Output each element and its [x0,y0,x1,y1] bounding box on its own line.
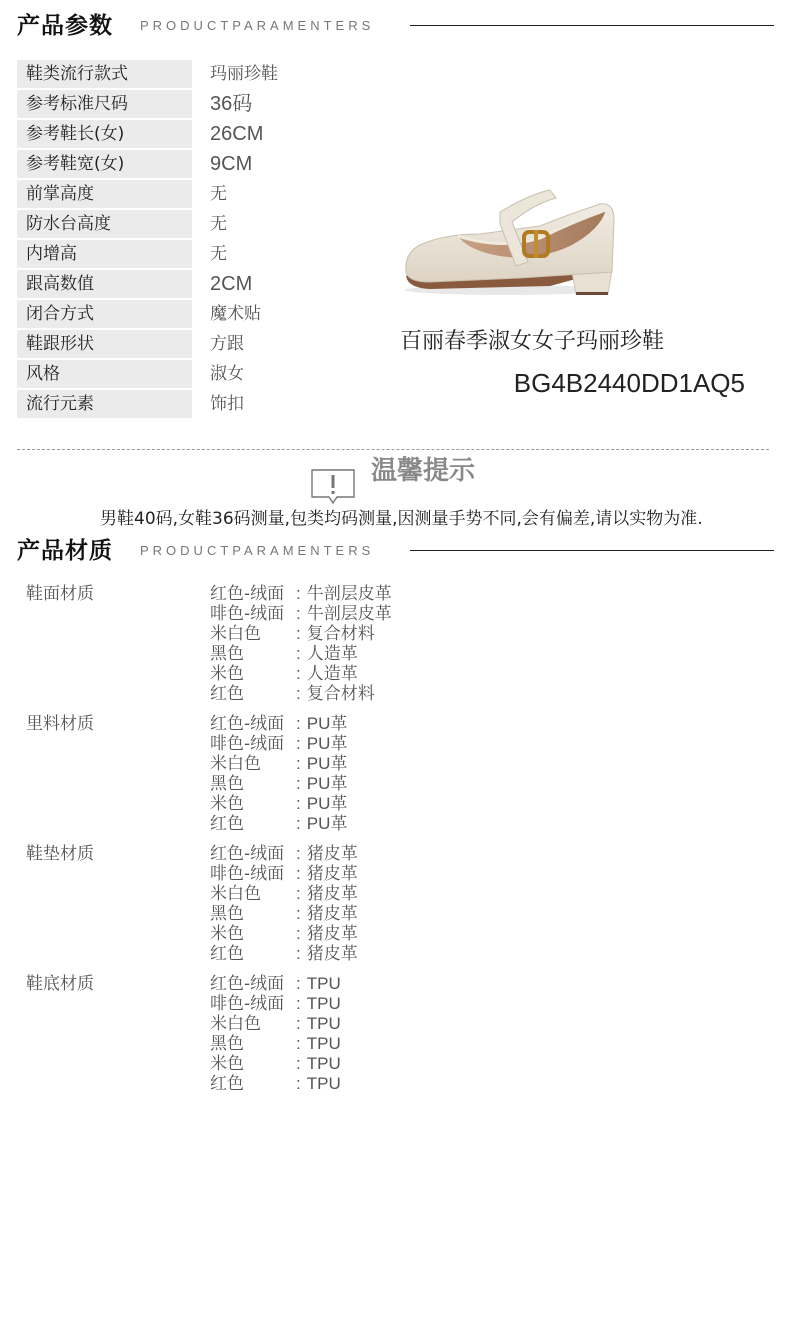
material-value-wrap [296,664,358,684]
material-value: TPU [306,1054,341,1073]
material-color: 米白色 [210,754,261,774]
material-value: PU革 [306,714,348,733]
material-value-wrap [296,814,347,834]
material-separator: : [296,944,301,963]
exclamation-bubble-icon [311,469,355,505]
param-value: 9CM [210,153,253,175]
material-separator: : [296,994,301,1013]
material-value: 猪皮革 [306,904,358,923]
material-separator: : [296,844,301,863]
material-color: 米色 [210,794,244,814]
material-value-wrap [296,734,347,754]
material-separator: : [296,604,301,623]
material-line [210,624,790,644]
material-line [210,664,790,684]
param-row [17,120,397,150]
material-color: 米白色 [210,624,261,644]
param-value: 玛丽珍鞋 [210,64,278,84]
param-label: 参考鞋长(女) [17,120,192,148]
material-color: 米白色 [210,1014,261,1034]
material-separator: : [296,584,301,603]
material-color: 红色 [210,944,244,964]
material-value-wrap [296,644,358,664]
material-group [17,974,717,1094]
material-value-wrap [296,624,375,644]
param-label: 鞋跟形状 [17,330,192,358]
material-label: 鞋面材质 [26,584,94,604]
section-subtitle: PRODUCTPARAMENTERS [140,543,375,558]
material-line [210,794,790,814]
material-color: 米白色 [210,884,261,904]
material-value-wrap [296,944,358,964]
section-header-params [17,9,774,43]
material-separator: : [296,734,301,753]
param-row [17,240,397,270]
section-subtitle: PRODUCTPARAMENTERS [140,18,375,33]
param-row [17,60,397,90]
material-value: TPU [306,974,341,993]
material-group [17,584,717,704]
material-value: TPU [306,994,341,1013]
param-value: 饰扣 [210,394,244,414]
material-value-wrap [296,774,347,794]
material-separator: : [296,864,301,883]
material-color: 黑色 [210,1034,244,1054]
param-label: 参考鞋宽(女) [17,150,192,178]
material-value: 猪皮革 [306,884,358,903]
param-label: 前掌高度 [17,180,192,208]
material-value-wrap [296,974,341,994]
material-value-wrap [296,994,341,1014]
material-line [210,774,790,794]
material-value-wrap [296,844,358,864]
material-value-wrap [296,904,358,924]
param-value: 无 [210,244,227,264]
material-value: 人造革 [306,644,358,663]
material-line [210,814,790,834]
material-line [210,1014,790,1034]
param-value: 36码 [210,93,253,115]
param-label: 内增高 [17,240,192,268]
material-color: 红色-绒面 [210,584,285,604]
material-label: 鞋垫材质 [26,844,94,864]
material-value: 牛剖层皮革 [306,584,392,603]
material-label: 里料材质 [26,714,94,734]
material-line [210,904,790,924]
material-value: TPU [306,1014,341,1033]
material-line [210,684,790,704]
section-title: 产品材质 [17,538,113,564]
param-row [17,90,397,120]
material-separator: : [296,974,301,993]
param-value: 方跟 [210,334,244,354]
param-value: 2CM [210,273,253,295]
param-row [17,180,397,210]
material-line [210,714,790,734]
material-value: 猪皮革 [306,944,358,963]
material-value: TPU [306,1074,341,1093]
material-separator: : [296,814,301,833]
material-value: PU革 [306,754,348,773]
material-value: PU革 [306,774,348,793]
material-line [210,754,790,774]
material-value-wrap [296,754,347,774]
material-separator: : [296,684,301,703]
material-line [210,584,790,604]
material-separator: : [296,664,301,683]
param-value: 魔术贴 [210,304,261,324]
tip-title: 温馨提示 [371,456,476,486]
material-value-wrap [296,1034,341,1054]
material-line [210,884,790,904]
material-value: PU革 [306,734,348,753]
material-separator: : [296,884,301,903]
param-value: 淑女 [210,364,244,384]
material-value: TPU [306,1034,341,1053]
material-separator: : [296,644,301,663]
param-label: 防水台高度 [17,210,192,238]
material-label: 鞋底材质 [26,974,94,994]
material-separator: : [296,754,301,773]
param-row [17,300,397,330]
param-value: 无 [210,214,227,234]
material-line [210,644,790,664]
material-value-wrap [296,684,375,704]
material-value: 牛剖层皮革 [306,604,392,623]
material-color: 黑色 [210,644,244,664]
section-divider [410,550,774,551]
param-label: 闭合方式 [17,300,192,328]
tip-text: 男鞋40码,女鞋36码测量,包类均码测量,因测量手势不同,会有偏差,请以实物为准. [100,509,703,529]
param-label: 参考标准尺码 [17,90,192,118]
section-title: 产品参数 [17,13,113,39]
material-color: 红色 [210,684,244,704]
material-value: 猪皮革 [306,864,358,883]
material-value: 猪皮革 [306,844,358,863]
material-value-wrap [296,884,358,904]
material-separator: : [296,794,301,813]
material-value: PU革 [306,814,348,833]
param-row [17,270,397,300]
material-line [210,1054,790,1074]
material-color: 黑色 [210,774,244,794]
param-label: 跟高数值 [17,270,192,298]
material-value-wrap [296,794,347,814]
material-value-wrap [296,1014,341,1034]
material-value-wrap [296,1054,341,1074]
material-value-wrap [296,1074,341,1094]
material-separator: : [296,714,301,733]
material-separator: : [296,1054,301,1073]
material-separator: : [296,924,301,943]
material-value: PU革 [306,794,348,813]
material-value-wrap [296,604,392,624]
material-color: 红色 [210,814,244,834]
param-label: 鞋类流行款式 [17,60,192,88]
material-value: 猪皮革 [306,924,358,943]
param-row [17,210,397,240]
product-shoe-image [400,180,620,300]
material-line [210,864,790,884]
param-row [17,360,397,390]
material-value: 复合材料 [306,624,375,643]
material-separator: : [296,1074,301,1093]
material-color: 啡色-绒面 [210,734,285,754]
material-color: 米色 [210,664,244,684]
material-separator: : [296,774,301,793]
param-label: 风格 [17,360,192,388]
material-value-wrap [296,924,358,944]
param-row [17,330,397,360]
material-color: 黑色 [210,904,244,924]
section-divider [410,25,774,26]
material-value-wrap [296,864,358,884]
material-separator: : [296,624,301,643]
product-code: BG4B2440DD1AQ5 [513,368,745,398]
material-separator: : [296,1034,301,1053]
material-color: 红色-绒面 [210,844,285,864]
material-line [210,1074,790,1094]
material-value-wrap [296,714,347,734]
material-line [210,844,790,864]
material-separator: : [296,1014,301,1033]
product-name: 百丽春季淑女女子玛丽珍鞋 [400,329,665,354]
materials-table [17,584,717,1104]
material-color: 米色 [210,1054,244,1074]
material-color: 红色 [210,1074,244,1094]
material-line [210,994,790,1014]
material-line [210,974,790,994]
param-value: 无 [210,184,227,204]
params-table [17,60,397,420]
material-group [17,714,717,834]
material-value-wrap [296,584,392,604]
param-label: 流行元素 [17,390,192,418]
material-color: 啡色-绒面 [210,604,285,624]
material-color: 红色-绒面 [210,974,285,994]
section-header-materials [17,534,774,568]
material-line [210,944,790,964]
param-row [17,390,397,420]
material-color: 啡色-绒面 [210,864,285,884]
param-value: 26CM [210,123,264,145]
material-line [210,604,790,624]
material-line [210,734,790,754]
material-group [17,844,717,964]
material-color: 米色 [210,924,244,944]
material-value: 复合材料 [306,684,375,703]
param-row [17,150,397,180]
material-line [210,924,790,944]
material-value: 人造革 [306,664,358,683]
material-line [210,1034,790,1054]
material-color: 啡色-绒面 [210,994,285,1014]
dashed-divider [17,449,769,450]
material-separator: : [296,904,301,923]
material-color: 红色-绒面 [210,714,285,734]
